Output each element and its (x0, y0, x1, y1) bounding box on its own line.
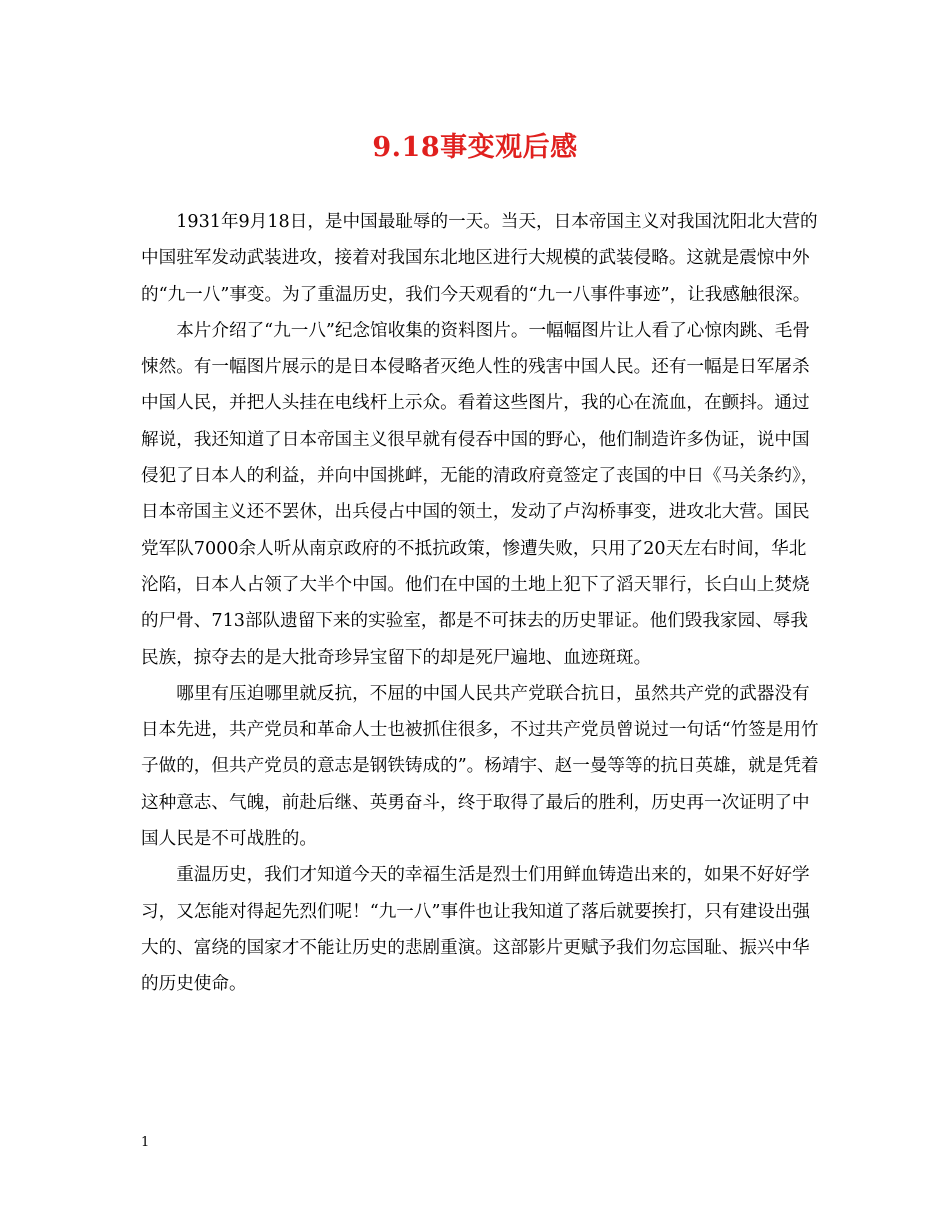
document-body (141, 204, 819, 1003)
document-title: 9.18事变观后感 (372, 132, 578, 163)
paragraph-4: 重温历史，我们才知道今天的幸福生活是烈士们用鲜血铸造出来的，如果不好好学习，又怎能对得起先烈们呢！“九一八”事件也让我知道了落后就要挨打，只有建设出强大的、富绕的国家才不能让历史的悲剧重演。这部影片更赋予我们勿忘国耻、振兴中华的历史使命。 (141, 865, 810, 995)
paragraph-1: 1931年9月18日，是中国最耻辱的一天。当天，日本帝国主义对我国沈阳北大营的中国驻军发动武装进攻，接着对我国东北地区进行大规模的武装侵略。这就是震惊中外的“九一八”事变。为了重温历史，我们今天观看的“九一八事件事迹”，让我感触很深。 (141, 212, 818, 305)
paragraph-3: 哪里有压迫哪里就反抗，不屈的中国人民共产党联合抗日，虽然共产党的武器没有日本先进，共产党员和革命人士也被抓住很多，不过共产党员曾说过一句话“竹签是用竹子做的，但共产党员的意志是钢铁铸成的”。杨靖宇、赵一曼等等的抗日英雄，就是凭着这种意志、气魄，前赴后继、英勇奋斗，终于取得了最后的胜利，历史再一次证明了中国人民是不可战胜的。 (141, 683, 819, 850)
paragraph-2: 本片介绍了“九一八”纪念馆收集的资料图片。一幅幅图片让人看了心惊肉跳、毛骨悚然。有一幅图片展示的是日本侵略者灭绝人性的残害中国人民。还有一幅是日军屠杀中国人民，并把人头挂在电线杆上示众。看着这些图片，我的心在流血，在颤抖。通过解说，我还知道了日本帝国主义很早就有侵吞中国的野心，他们制造许多伪证，说中国侵犯了日本人的利益，并向中国挑衅，无能的清政府竟签定了丧国的中日《马关条约》，日本帝国主义还不罢休，出兵侵占中国的领土，发动了卢沟桥事变，进攻北大营。国民党军队7000余人听从南京政府的不抵抗政策，惨遭失败，只用了20天左右时间，华北沦陷，日本人占领了大半个中国。他们在中国的土地上犯下了滔天罪行，长白山上焚烧的尸骨、713部队遗留下来的实验室，都是不可抹去的历史罪证。他们毁我家园、辱我民族，掠夺去的是大批奇珍异宝留下的却是死尸遍地、血迹斑斑。 (141, 320, 819, 668)
page-number: 1 (141, 1135, 150, 1150)
